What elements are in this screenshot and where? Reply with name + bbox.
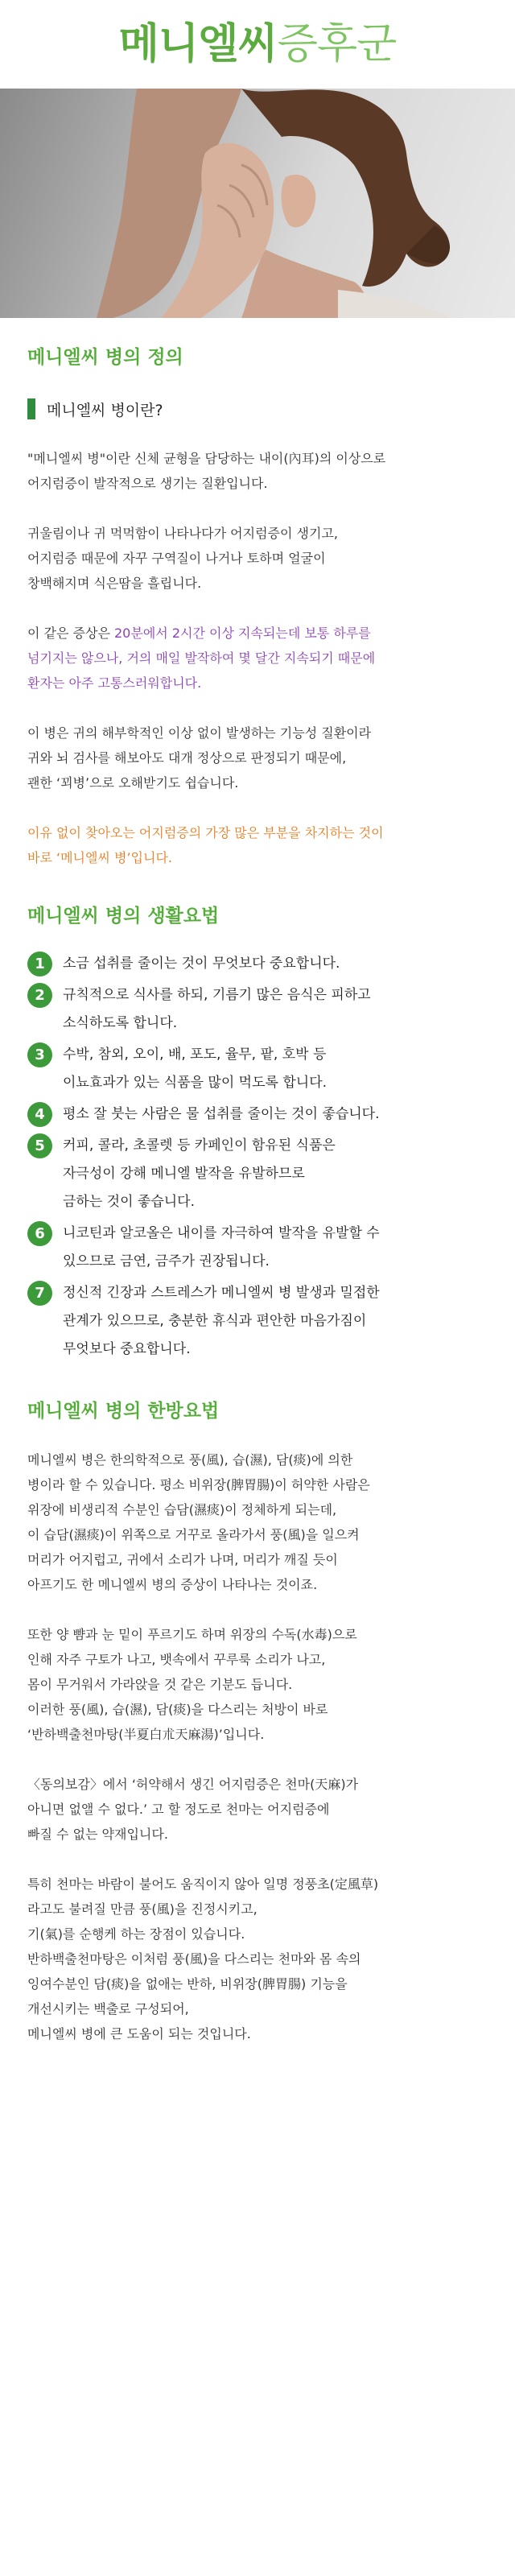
oriental-paragraph-1: 메니엘씨 병은 한의학적으로 풍(風), 습(濕), 담(痰)에 의한 병이라 할 수 있습니다. 평소 비위장(脾胃腸)이 허약한 사람은 위장에 비생리적 수분인 습담(濕痰)이 정체하게 되는데, 이 습담(濕痰)이 위쪽으로 거꾸로 올라가서 풍(風)을 일으켜 머리가 어지럽고, 귀에서 소리가 나며, 머리가 깨질 듯이 아프기도 한 메니엘씨 병의 증상이 나타나는 것이죠. — [27, 1451, 370, 1592]
tip-text: 수박, 참외, 오이, 배, 포도, 율무, 팥, 호박 등 이뇨효과가 있는 식품을 많이 먹도록 합니다. — [63, 1046, 328, 1092]
list-item — [27, 1100, 488, 1129]
lifestyle-tip-list — [27, 950, 488, 1364]
subheading-bar — [27, 398, 35, 419]
number-badge: 3 — [27, 1042, 52, 1067]
subheading-text: 메니엘씨 병이란? — [47, 401, 163, 419]
list-item — [27, 981, 488, 1038]
tip-text: 평소 잘 붓는 사람은 물 섭취를 줄이는 것이 좋습니다. — [63, 1106, 380, 1123]
oriental-paragraph-2: 또한 양 뺨과 눈 밑이 푸르기도 하며 위장의 수독(水毒)으로 인해 자주 구토가 나고, 뱃속에서 꾸루룩 소리가 나고, 몸이 무거워서 가라앉을 것 같은 기분도 듭니다. 이러한 풍(風), 습(濕), 담(痰)을 다스리는 처방이 바로 ‘반하백출천마탕(半夏白朮天麻湯)’입니다. — [27, 1626, 357, 1742]
tip-text: 니코틴과 알코올은 내이를 자극하여 발작을 유발할 수 있으므로 금연, 금주가 권장됩니다. — [63, 1225, 380, 1270]
definition-paragraph-1: "메니엘씨 병"이란 신체 균형을 담당하는 내이(內耳)의 이상으로 어지럼증이 발작적으로 생기는 질환입니다. — [27, 450, 386, 491]
definition-paragraph-2: 귀울림이나 귀 먹먹함이 나타나다가 어지럼증이 생기고, 어지럼증 때문에 자꾸 구역질이 나거나 토하며 얼굴이 창백해지며 식은땀을 흘립니다. — [27, 525, 339, 591]
oriental-paragraph-4: 특히 천마는 바람이 불어도 움직이지 않아 일명 정풍초(定風草) 라고도 불려질 만큼 풍(風)을 진정시키고, 기(氣)를 순행케 하는 장점이 있습니다. 반하백출천마탕은 이처럼 풍(風)을 다스리는 천마와 몸 속의 잉여수분인 담(痰)을 없애는 반하, 비위장(脾胃腸) 기능을 개선시키는 백출로 구성되어, 메니엘씨 병에 큰 도움이 되는 것입니다. — [27, 1876, 379, 2041]
section-heading-definition: 메니엘씨 병의 정의 — [27, 347, 183, 368]
definition-paragraph-3-lead: 이 같은 증상은 — [27, 625, 114, 641]
header — [0, 0, 515, 89]
definition-paragraph-3-highlight: 20분에서 2시간 이상 지속되는데 보통 하루를 넘기지는 않으나, 거의 매일 발작하여 몇 달간 지속되기 때문에 환자는 아주 고통스러워합니다. — [27, 625, 376, 691]
number-badge: 6 — [27, 1221, 52, 1246]
list-item — [27, 1220, 488, 1276]
section-definition — [0, 318, 515, 870]
tip-text: 소금 섭취를 줄이는 것이 무엇보다 중요합니다. — [63, 956, 340, 972]
title-sub: 증후군 — [277, 20, 397, 68]
number-badge: 5 — [27, 1133, 52, 1158]
definition-paragraph-4: 이 병은 귀의 해부학적인 이상 없이 발생하는 기능성 질환이라 귀와 뇌 검사를 해보아도 대개 정상으로 판정되기 때문에, 괜한 ‘꾀병’으로 오해받기도 쉽습니다. — [27, 724, 372, 791]
section-heading-oriental: 메니엘씨 병의 한방요법 — [27, 1401, 220, 1422]
tip-text: 정신적 긴장과 스트레스가 메니엘씨 병 발생과 밀접한 관계가 있으므로, 충분한 휴식과 편안한 마음가짐이 무엇보다 중요합니다. — [63, 1285, 380, 1358]
page-title — [118, 20, 397, 68]
oriental-paragraph-3: 〈동의보감〉에서 ‘허약해서 생긴 어지럼증은 천마(天麻)가 아니면 없앨 수 없다.’ 고 할 정도로 천마는 어지럼증에 빠질 수 없는 약재입니다. — [27, 1776, 359, 1842]
section-oriental — [0, 1367, 515, 2046]
definition-paragraph-3 — [27, 621, 488, 696]
list-item — [27, 1279, 488, 1364]
definition-paragraph-5: 이유 없이 찾아오는 어지럼증의 가장 많은 부분을 차지하는 것이 바로 ‘메니엘씨 병’입니다. — [27, 824, 384, 865]
section-heading-lifestyle: 메니엘씨 병의 생활요법 — [27, 905, 220, 927]
list-item — [27, 1132, 488, 1216]
tip-text: 커피, 콜라, 초콜렛 등 카페인이 함유된 식품은 자극성이 강해 메니엘 발작을 유발하므로 금하는 것이 좋습니다. — [63, 1137, 336, 1211]
number-badge: 1 — [27, 952, 52, 976]
tip-text: 규칙적으로 식사를 하되, 기름기 많은 음식은 피하고 소식하도록 합니다. — [63, 987, 371, 1032]
woman-holding-ear-illustration — [0, 89, 515, 318]
section-lifestyle — [0, 870, 515, 1364]
hero-photo — [0, 89, 515, 318]
list-item — [27, 950, 488, 978]
number-badge: 4 — [27, 1102, 52, 1127]
title-main: 메니엘씨 — [118, 20, 278, 68]
number-badge: 2 — [27, 983, 52, 1008]
number-badge: 7 — [27, 1281, 52, 1306]
list-item — [27, 1041, 488, 1097]
subheading — [27, 398, 488, 420]
